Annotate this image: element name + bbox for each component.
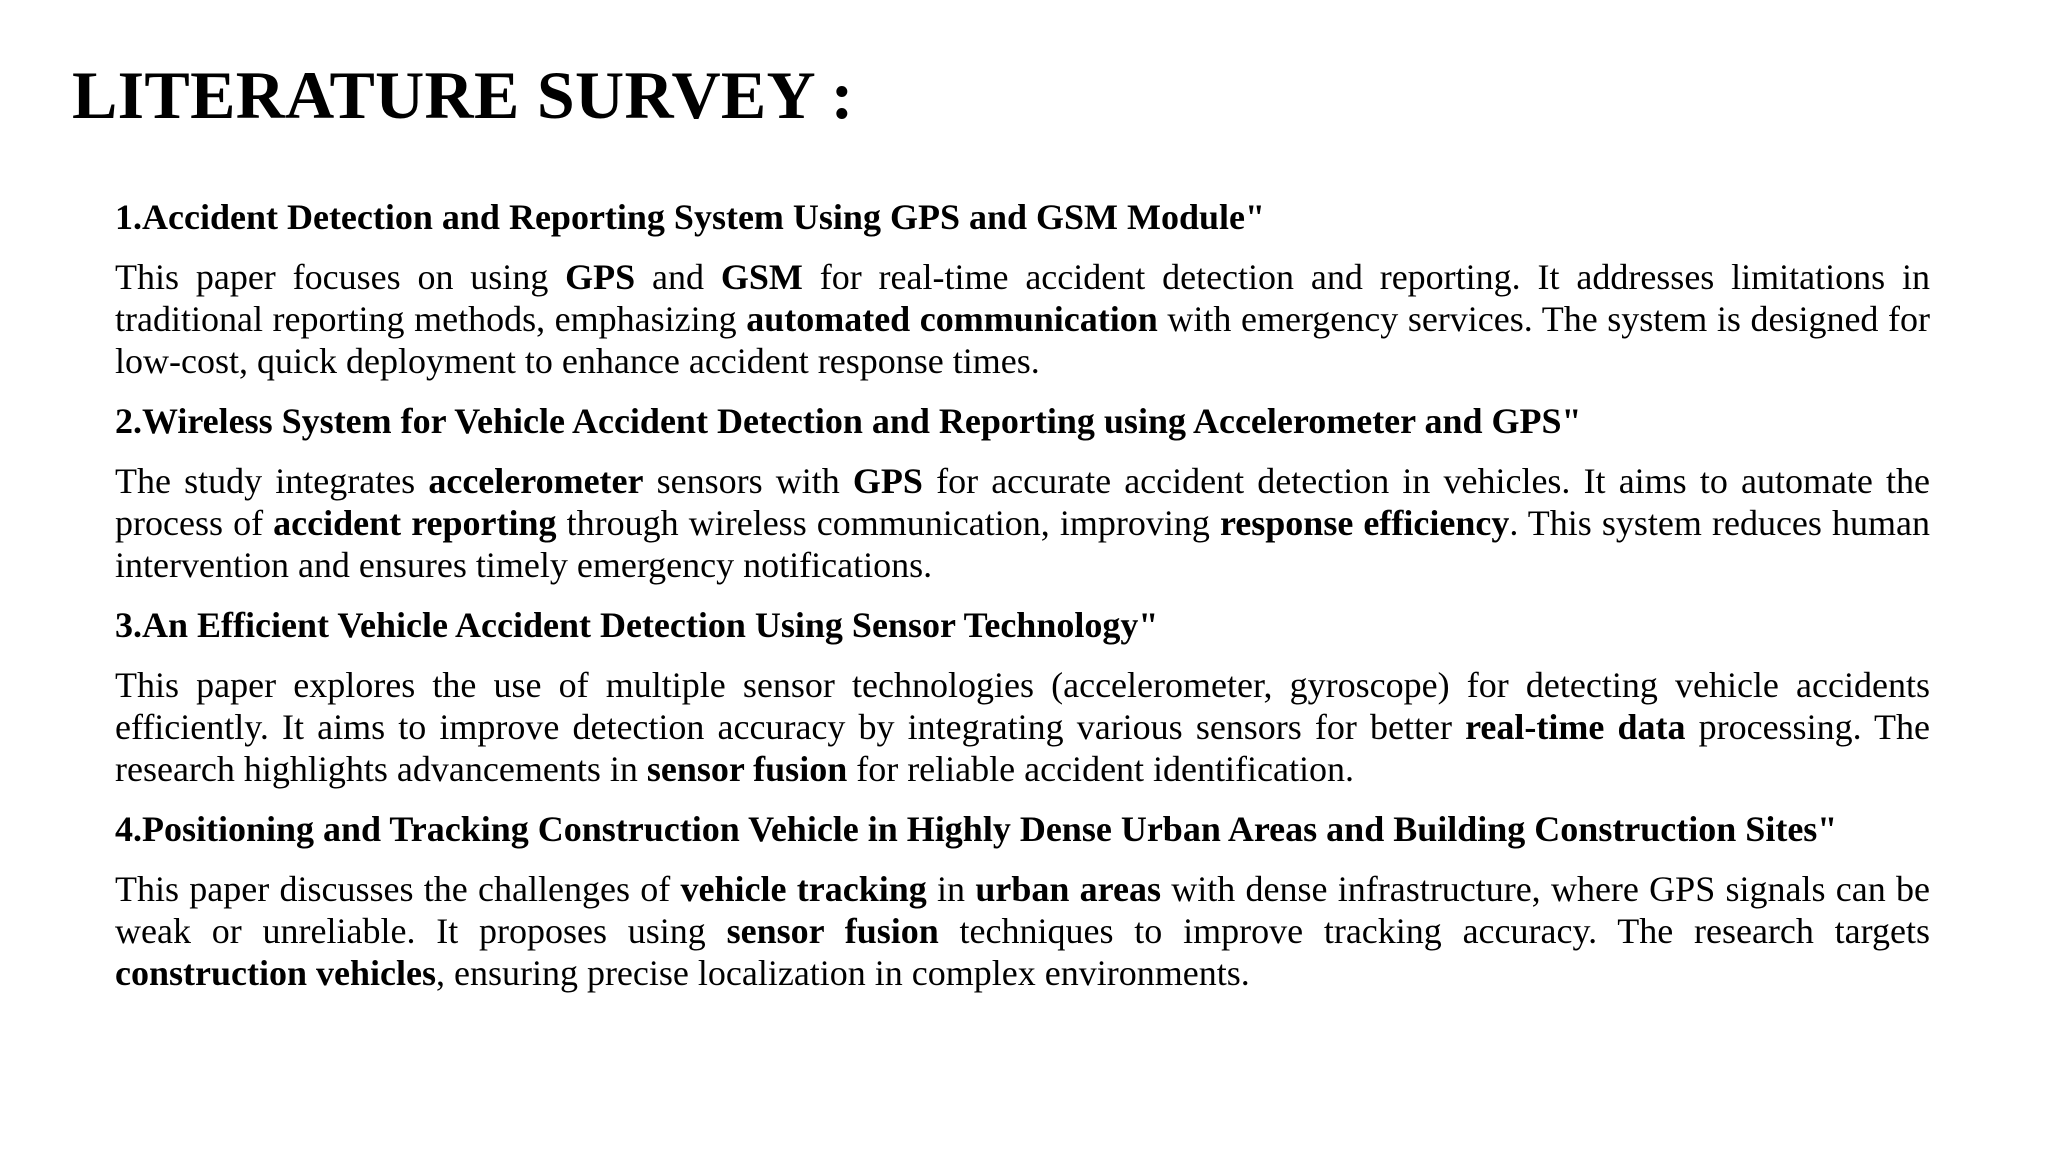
page-title: LITERATURE SURVEY :	[72, 57, 854, 133]
body-text: The study integrates	[115, 461, 429, 501]
body-text-bold: GPS	[565, 257, 636, 297]
body-text: with dense infrastructure, where GPS signals can be weak or unreliable. It proposes using	[115, 869, 1930, 951]
body-text: for real-time accident detection and reporting. It addresses limitations in traditional reporting methods, emphasizing	[115, 257, 1931, 339]
survey-entry	[115, 196, 1930, 382]
survey-entry	[115, 808, 1930, 994]
entry-body	[115, 256, 1930, 382]
body-text-bold: real-time data	[1465, 707, 1686, 747]
body-text: for accurate accident detection in vehicles. It aims to automate the process of	[115, 461, 1931, 543]
body-text: This paper focuses on using	[115, 257, 566, 297]
body-text-bold: GPS	[852, 461, 923, 501]
survey-entry	[115, 604, 1930, 790]
entry-body	[115, 868, 1930, 994]
survey-content	[115, 196, 1930, 1012]
body-text: , ensuring precise localization in complex environments.	[435, 953, 1250, 993]
body-text: and	[635, 257, 721, 297]
survey-entry	[115, 400, 1930, 586]
body-text-bold: urban areas	[975, 869, 1161, 909]
body-text: sensors with	[643, 461, 853, 501]
entry-heading: 2.Wireless System for Vehicle Accident Detection and Reporting using Accelerometer and GPS"	[115, 401, 1582, 441]
body-text-bold: accident reporting	[273, 503, 557, 543]
body-text: in	[926, 869, 976, 909]
entry-heading: 4.Positioning and Tracking Construction Vehicle in Highly Dense Urban Areas and Building Construction Sites"	[115, 809, 1838, 849]
body-text: This paper explores the use of multiple sensor technologies (accelerometer, gyroscope) for detecting vehicle accidents efficiently. It aims to improve detection accuracy by integrating various sensors for better	[115, 665, 1930, 747]
body-text-bold: vehicle tracking	[680, 869, 927, 909]
body-text: with emergency services. The system is designed for low-cost, quick deployment to enhance accident response times.	[115, 299, 1930, 381]
body-text: processing. The research highlights advancements in	[115, 707, 1931, 789]
entry-heading: 3.An Efficient Vehicle Accident Detection Using Sensor Technology"	[115, 605, 1159, 645]
body-text: This paper discusses the challenges of	[115, 869, 681, 909]
body-text-bold: accelerometer	[428, 461, 644, 501]
entry-heading: 1.Accident Detection and Reporting System Using GPS and GSM Module"	[115, 197, 1265, 237]
body-text-bold: automated communication	[746, 299, 1158, 339]
body-text-bold: sensor fusion	[646, 749, 848, 789]
body-text-bold: response efficiency	[1219, 503, 1510, 543]
body-text: through wireless communication, improving	[556, 503, 1220, 543]
body-text-bold: sensor fusion	[726, 911, 939, 951]
entry-body	[115, 664, 1930, 790]
entry-body	[115, 460, 1930, 586]
body-text-bold: GSM	[720, 257, 803, 297]
body-text: for reliable accident identification.	[847, 749, 1354, 789]
body-text: techniques to improve tracking accuracy. The research targets	[938, 911, 1930, 951]
body-text: . This system reduces human intervention and ensures timely emergency notifications.	[115, 503, 1930, 585]
body-text-bold: construction vehicles	[115, 953, 436, 993]
